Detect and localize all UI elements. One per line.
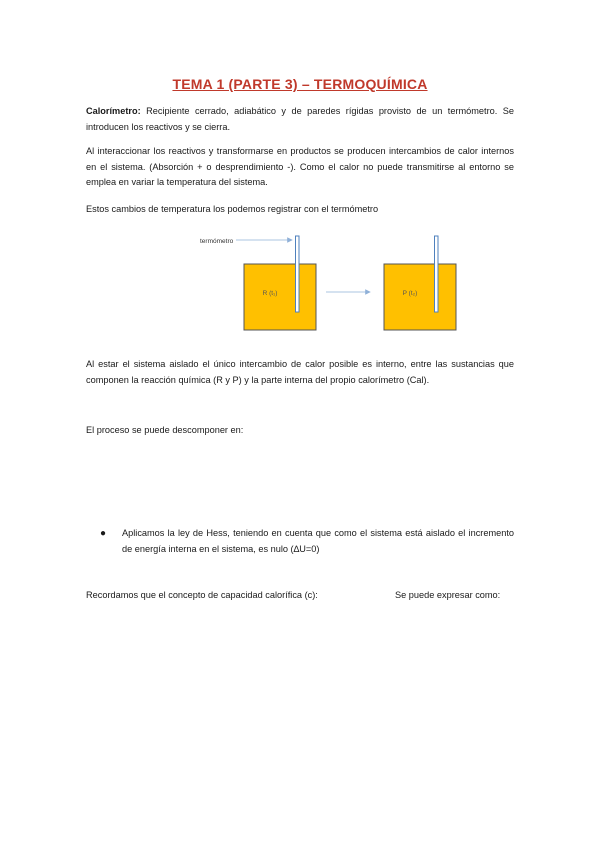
page-title: TEMA 1 (PARTE 3) – TERMOQUÍMICA: [172, 76, 428, 92]
paragraph-cambios: Estos cambios de temperatura los podemos registrar con el termómetro: [86, 204, 379, 214]
capacidad-text: Recordamos que el concepto de capacidad calorífica (c):: [86, 590, 318, 600]
calorimetro-term: Calorímetro:: [86, 106, 141, 116]
thermometer-right: [435, 236, 439, 312]
thermometer-left: [296, 236, 300, 312]
expresar-text: Se puede expresar como:: [395, 590, 501, 600]
paragraph-aislado: Al estar el sistema aislado el único intercambio de calor posible es interno, entre las sustancias que componen la reacción química (R y P) y la parte interna del propio calorímetro (Cal).: [86, 359, 514, 385]
reactants-box: [244, 264, 316, 330]
paragraph-proceso: El proceso se puede descomponer en:: [86, 425, 244, 435]
products-label: P (t₂): [402, 290, 418, 297]
products-box: [384, 264, 456, 330]
thermometer-label: termómetro: [200, 238, 234, 245]
bullet-text: Aplicamos la ley de Hess, teniendo en cuenta que como el sistema está aislado el incremento de energía interna en el sistema, es nulo (∆U=0): [122, 528, 514, 554]
bullet-icon: ●: [100, 528, 107, 539]
calorimetro-text: Recipiente cerrado, adiabático y de paredes rígidas provisto de un termómetro. Se introducen los reactivos y se cierra.: [86, 106, 514, 132]
reactants-label: R (t₁): [262, 290, 278, 297]
paragraph-interaccion: Al interaccionar los reactivos y transformarse en productos se producen intercambios de calor internos en el sistema. (Absorción + o desprendimiento -). Como el calor no puede transmitirse al entorno se emplea en variar la temperatura del sistema.: [86, 146, 514, 187]
